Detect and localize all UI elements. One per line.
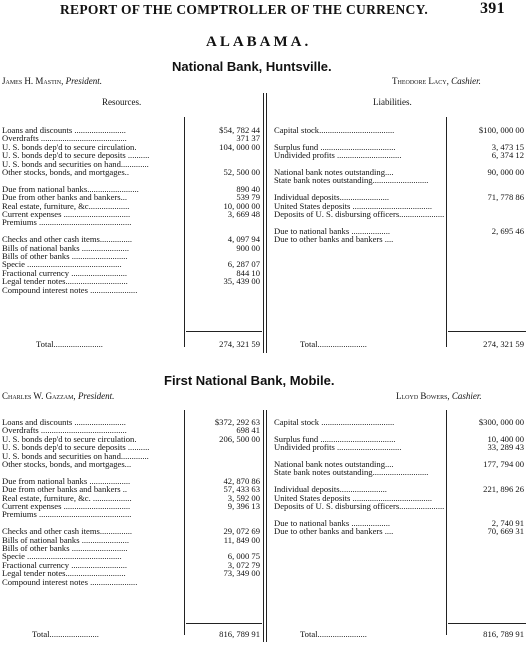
row-label: U. S. bonds and securities on hand............. xyxy=(2,451,149,461)
row-label: Bills of national banks ...................... xyxy=(2,535,129,545)
resources-total-label: Total....................... xyxy=(36,339,103,349)
column-divider xyxy=(263,410,264,642)
row-amount: $54, 782 44 xyxy=(219,125,260,135)
row-amount: $300, 000 00 xyxy=(478,417,524,427)
cashier: Lloyd Bowers, Cashier. xyxy=(396,391,482,401)
row-label: Bills of other banks .......................... xyxy=(2,544,128,553)
row-label: Checks and other cash items............... xyxy=(2,235,133,245)
row-label: Fractional currency .......................... xyxy=(2,560,128,570)
bank-name: First National Bank, Mobile. xyxy=(164,373,335,388)
row-label: Deposits of U. S. disbursing officers..................... xyxy=(274,502,444,511)
column-divider xyxy=(263,93,264,353)
resources-total: 274, 321 59 xyxy=(219,339,260,349)
row-amount: 10, 400 00 xyxy=(487,433,524,444)
row-amount: 57, 433 63 xyxy=(223,484,260,495)
row-amount: 10, 000 00 xyxy=(223,200,260,211)
row-amount: 2, 695 46 xyxy=(491,225,524,236)
resources-total-label: Total....................... xyxy=(32,629,99,639)
row-label: Other stocks, bonds, and mortgages.. xyxy=(2,168,129,177)
row-label: U. S. bonds dep'd to secure circulation. xyxy=(2,142,137,152)
table-row xyxy=(2,578,260,587)
row-label: Specie ............................................ xyxy=(2,552,122,562)
row-label: Legal tender notes............................. xyxy=(2,277,128,287)
row-label: Due from other banks and bankers .. xyxy=(2,485,128,495)
row-label: National bank notes outstanding.... xyxy=(274,460,394,469)
row-label: Deposits of U. S. disbursing officers..................... xyxy=(274,210,444,219)
row-amount: 33, 289 43 xyxy=(487,442,524,453)
row-amount: 3, 669 48 xyxy=(227,209,260,219)
row-amount: 3, 473 15 xyxy=(491,141,524,152)
row-amount: 3, 592 00 xyxy=(227,492,260,503)
row-amount: 900 00 xyxy=(236,242,260,253)
row-label: Legal tender notes............................ xyxy=(2,569,126,579)
row-label: Due from other banks and bankers... xyxy=(2,193,128,203)
row-label: United States deposits ..................................... xyxy=(274,493,433,503)
row-amount: 177, 794 00 xyxy=(483,459,524,469)
row-label: Due to other banks and bankers .... xyxy=(274,235,394,245)
row-amount: 2, 740 91 xyxy=(491,517,524,528)
row-label: Specie ............................................ xyxy=(2,260,122,270)
row-amount: 221, 896 26 xyxy=(483,484,524,495)
row-label: State bank notes outstanding.......................... xyxy=(274,468,429,478)
cashier: Theodore Lacy, Cashier. xyxy=(392,76,481,86)
row-amount: 4, 097 94 xyxy=(227,234,260,245)
row-amount: 73, 349 00 xyxy=(223,568,260,579)
liabilities-total-label: Total....................... xyxy=(300,339,367,349)
row-label: Loans and discounts ........................ xyxy=(2,126,126,135)
row-amount: 6, 287 07 xyxy=(227,259,260,270)
page-title: REPORT OF THE COMPTROLLER OF THE CURRENCY. xyxy=(60,2,429,17)
page-number: 391 xyxy=(480,0,505,17)
row-amount: $100, 000 00 xyxy=(478,125,524,135)
total-rule xyxy=(186,623,262,624)
row-label: Individual deposits...................... xyxy=(274,485,387,495)
row-label: Loans and discounts ........................ xyxy=(2,418,126,427)
president: James H. Mastin, President. xyxy=(2,76,103,86)
row-amount: 6, 000 75 xyxy=(227,551,260,562)
row-amount: 206, 500 00 xyxy=(219,433,260,444)
liabilities-heading: Liabilities. xyxy=(373,97,412,107)
row-amount: 70, 669 31 xyxy=(487,526,524,537)
row-label: U. S. bonds dep'd to secure deposits .......... xyxy=(2,151,150,161)
resources-heading: Resources. xyxy=(102,97,142,107)
row-amount: 9, 396 13 xyxy=(227,501,260,511)
row-label: Due to national banks .................. xyxy=(274,226,390,236)
resources-total: 816, 789 91 xyxy=(219,629,260,639)
row-label: Compound interest notes ...................... xyxy=(2,577,138,587)
state-heading: ALABAMA. xyxy=(206,34,312,50)
row-label: Current expenses ............................... xyxy=(2,210,131,219)
row-label: Due to national banks .................. xyxy=(274,518,390,528)
row-label: Bills of national banks ...................... xyxy=(2,243,129,253)
row-label: Surplus fund ................................... xyxy=(274,434,396,444)
row-label: Premiums ........................................... xyxy=(2,218,132,228)
row-amount: 698 41 xyxy=(236,425,260,436)
column-divider xyxy=(266,410,267,642)
row-amount: 11, 849 00 xyxy=(223,534,260,545)
row-label: Compound interest notes ...................... xyxy=(2,285,138,295)
row-label: Fractional currency .......................... xyxy=(2,268,128,278)
table-row xyxy=(2,286,260,295)
total-rule xyxy=(186,331,262,332)
row-label: Real estate, furniture, &c................... xyxy=(2,201,130,211)
row-label: Undivided profits .............................. xyxy=(274,151,402,161)
row-amount: 371 37 xyxy=(236,133,260,144)
row-label: National bank notes outstanding.... xyxy=(274,168,394,177)
row-label: Real estate, furniture, &c. .................. xyxy=(2,493,132,503)
column-divider xyxy=(266,93,267,353)
row-label: Capital stock .................................. xyxy=(274,418,395,427)
row-label: United States deposits ..................................... xyxy=(274,201,433,211)
row-amount: 90, 000 00 xyxy=(487,167,524,177)
row-amount: 3, 072 79 xyxy=(227,559,260,570)
row-amount: 52, 500 00 xyxy=(223,167,260,177)
row-label: Individual deposits....................... xyxy=(274,193,390,203)
row-amount: 890 40 xyxy=(236,183,260,194)
row-amount: 104, 000 00 xyxy=(219,141,260,152)
row-amount: 844 10 xyxy=(236,267,260,278)
total-rule xyxy=(448,623,526,624)
row-label: Undivided profits .............................. xyxy=(274,443,402,453)
row-label: U. S. bonds dep'd to secure circulation. xyxy=(2,434,137,444)
row-amount: 539 79 xyxy=(236,192,260,203)
row-label: Other stocks, bonds, and mortgages... xyxy=(2,460,132,469)
liabilities-total: 816, 789 91 xyxy=(483,629,524,639)
row-label: Premiums ........................................... xyxy=(2,510,132,520)
row-amount: 6, 374 12 xyxy=(491,150,524,161)
row-label: Capital stock................................... xyxy=(274,126,395,135)
row-label: Checks and other cash items............... xyxy=(2,527,133,537)
row-label: Due from national banks ................... xyxy=(2,476,131,486)
row-label: Overdrafts ........................................ xyxy=(2,134,127,144)
table-row xyxy=(274,527,524,536)
liabilities-total-label: Total....................... xyxy=(300,629,367,639)
row-label: Due from national banks........................ xyxy=(2,184,139,194)
row-label: Bills of other banks .......................... xyxy=(2,252,128,261)
president: Charles W. Gazzam, President. xyxy=(2,391,115,401)
row-amount: 35, 439 00 xyxy=(223,276,260,287)
row-label: U. S. bonds dep'd to secure deposits .......... xyxy=(2,443,150,453)
row-amount: 42, 870 86 xyxy=(223,475,260,486)
row-label: U. S. bonds and securities on hand............. xyxy=(2,159,149,169)
row-label: Due to other banks and bankers .... xyxy=(274,527,394,537)
liabilities-total: 274, 321 59 xyxy=(483,339,524,349)
row-amount: 71, 778 86 xyxy=(487,192,524,203)
row-label: Surplus fund ................................... xyxy=(274,142,396,152)
row-label: Overdrafts ........................................ xyxy=(2,426,127,436)
row-amount: $372, 292 63 xyxy=(214,417,260,427)
table-row xyxy=(274,235,524,244)
row-label: Current expenses ............................... xyxy=(2,502,131,511)
total-rule xyxy=(448,331,526,332)
bank-name: National Bank, Huntsville. xyxy=(172,59,332,74)
row-amount: 29, 072 69 xyxy=(223,526,260,537)
row-label: State bank notes outstanding.......................... xyxy=(274,176,429,186)
